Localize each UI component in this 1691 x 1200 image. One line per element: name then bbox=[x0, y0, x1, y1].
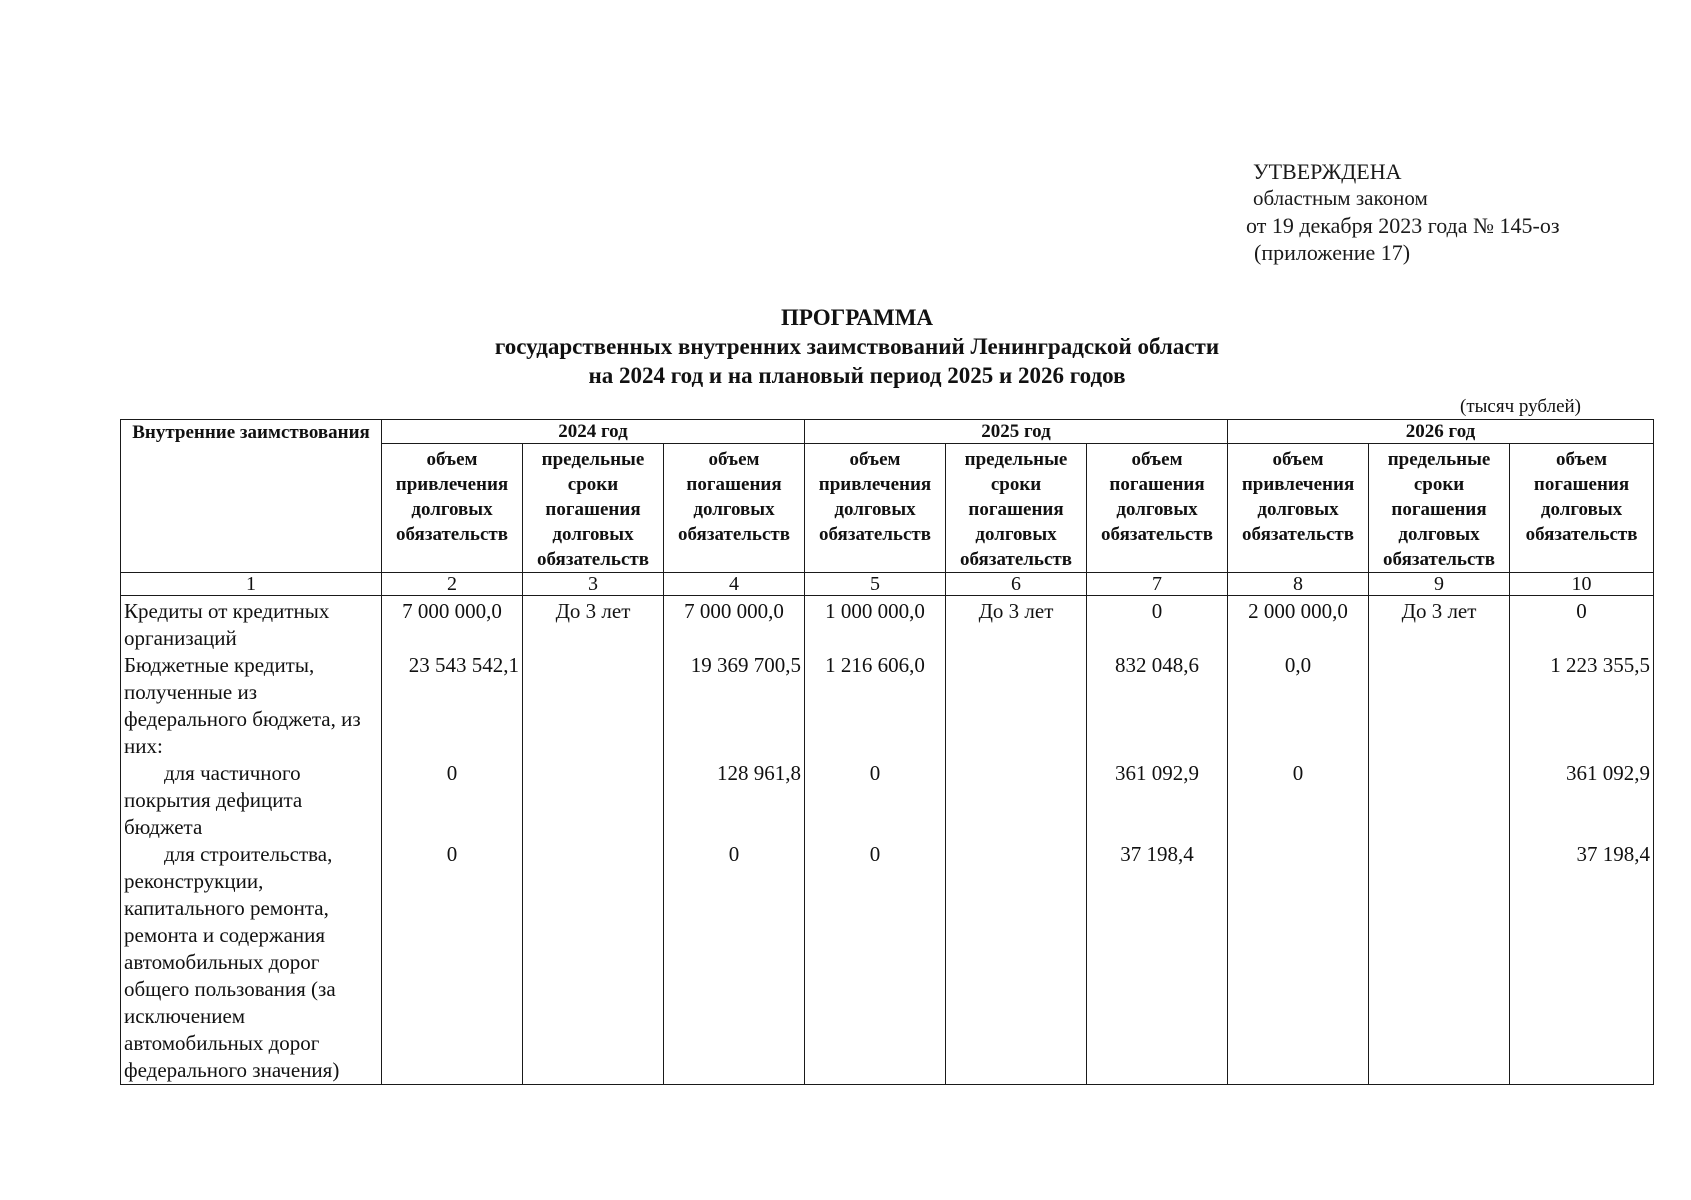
header-2024-attraction: объем привлечения долговых обязательств bbox=[382, 444, 523, 573]
approval-line-approved: УТВЕРЖДЕНА bbox=[1253, 159, 1402, 184]
column-number: 1 bbox=[121, 573, 382, 596]
approval-line-law: областным законом bbox=[1253, 186, 1428, 210]
cell-2025-attraction: 0 bbox=[805, 841, 946, 1085]
cell-2024-attraction: 23 543 542,1 bbox=[382, 652, 523, 760]
header-2025-terms: предельные сроки погашения долговых обязательств bbox=[946, 444, 1087, 573]
cell-2024-attraction: 0 bbox=[382, 841, 523, 1085]
cell-2026-attraction: 0,0 bbox=[1228, 652, 1369, 760]
header-borrowings: Внутренние заимствования bbox=[121, 420, 382, 573]
cell-2024-repayment: 128 961,8 bbox=[664, 760, 805, 841]
header-2024-terms: предельные сроки погашения долговых обязательств bbox=[523, 444, 664, 573]
header-2026-repayment: объем погашения долговых обязательств bbox=[1510, 444, 1654, 573]
approval-line-date: от 19 декабря 2023 года № 145-оз bbox=[1246, 213, 1560, 238]
approval-stamp bbox=[1246, 158, 1560, 266]
cell-2025-repayment: 361 092,9 bbox=[1087, 760, 1228, 841]
header-year-2024: 2024 год bbox=[382, 420, 805, 444]
column-number: 10 bbox=[1510, 573, 1654, 596]
cell-2026-terms bbox=[1369, 652, 1510, 760]
header-2024-repayment: объем погашения долговых обязательств bbox=[664, 444, 805, 573]
row-label: Бюджетные кредиты, полученные из федерального бюджета, из них: bbox=[121, 652, 382, 760]
cell-2025-terms bbox=[946, 841, 1087, 1085]
column-number: 8 bbox=[1228, 573, 1369, 596]
cell-2026-terms: До 3 лет bbox=[1369, 596, 1510, 653]
cell-2024-attraction: 7 000 000,0 bbox=[382, 596, 523, 653]
cell-2026-attraction bbox=[1228, 841, 1369, 1085]
row-label: для строительства, реконструкции, капитального ремонта, ремонта и содержания автомобильных дорог общего пользования (за исключением автомобильных дорог федерального значения) bbox=[124, 842, 340, 1082]
cell-2026-repayment: 0 bbox=[1510, 596, 1654, 653]
title-line-1: ПРОГРАММА bbox=[780, 305, 934, 330]
header-2025-repayment: объем погашения долговых обязательств bbox=[1087, 444, 1228, 573]
cell-2026-attraction: 0 bbox=[1228, 760, 1369, 841]
cell-2026-repayment: 37 198,4 bbox=[1510, 841, 1654, 1085]
cell-2025-repayment: 832 048,6 bbox=[1087, 652, 1228, 760]
column-number: 7 bbox=[1087, 573, 1228, 596]
header-year-2025: 2025 год bbox=[805, 420, 1228, 444]
header-2025-attraction: объем привлечения долговых обязательств bbox=[805, 444, 946, 573]
cell-2025-terms: До 3 лет bbox=[946, 596, 1087, 653]
column-number-row bbox=[121, 573, 1654, 596]
approval-line-appendix: (приложение 17) bbox=[1254, 240, 1411, 265]
cell-2026-attraction: 2 000 000,0 bbox=[1228, 596, 1369, 653]
borrowing-program-table bbox=[120, 419, 1654, 1085]
cell-2026-repayment: 1 223 355,5 bbox=[1510, 652, 1654, 760]
title-line-2: государственных внутренних заимствований Ленинградской области bbox=[494, 334, 1220, 359]
cell-2025-attraction: 1 000 000,0 bbox=[805, 596, 946, 653]
header-row-years bbox=[121, 420, 1654, 444]
cell-2025-terms bbox=[946, 760, 1087, 841]
cell-2024-terms bbox=[523, 760, 664, 841]
header-year-2026: 2026 год bbox=[1228, 420, 1654, 444]
column-number: 3 bbox=[523, 573, 664, 596]
cell-2025-attraction: 1 216 606,0 bbox=[805, 652, 946, 760]
table-row-deficit-coverage bbox=[121, 760, 1654, 841]
row-label: Кредиты от кредитных организаций bbox=[121, 596, 382, 653]
header-2026-terms: предельные сроки погашения долговых обязательств bbox=[1369, 444, 1510, 573]
cell-2026-terms bbox=[1369, 841, 1510, 1085]
column-number: 6 bbox=[946, 573, 1087, 596]
column-number: 5 bbox=[805, 573, 946, 596]
table-row-road-construction bbox=[121, 841, 1654, 1085]
column-number: 4 bbox=[664, 573, 805, 596]
cell-2024-terms: До 3 лет bbox=[523, 596, 664, 653]
cell-2026-terms bbox=[1369, 760, 1510, 841]
cell-2025-attraction: 0 bbox=[805, 760, 946, 841]
cell-2024-terms bbox=[523, 652, 664, 760]
column-number: 2 bbox=[382, 573, 523, 596]
cell-2024-terms bbox=[523, 841, 664, 1085]
column-number: 9 bbox=[1369, 573, 1510, 596]
cell-2024-repayment: 0 bbox=[664, 841, 805, 1085]
cell-2024-attraction: 0 bbox=[382, 760, 523, 841]
cell-2025-terms bbox=[946, 652, 1087, 760]
title-line-3: на 2024 год и на плановый период 2025 и 2026 годов bbox=[588, 363, 1126, 388]
row-label: для частичного покрытия дефицита бюджета bbox=[124, 761, 303, 839]
table-row-bank-credits bbox=[121, 596, 1654, 653]
units-note: (тысяч рублей) bbox=[1460, 396, 1581, 417]
cell-2024-repayment: 7 000 000,0 bbox=[664, 596, 805, 653]
header-2026-attraction: объем привлечения долговых обязательств bbox=[1228, 444, 1369, 573]
cell-2024-repayment: 19 369 700,5 bbox=[664, 652, 805, 760]
cell-2025-repayment: 0 bbox=[1087, 596, 1228, 653]
document-title bbox=[120, 303, 1594, 390]
table-row-budget-credits bbox=[121, 652, 1654, 760]
cell-2026-repayment: 361 092,9 bbox=[1510, 760, 1654, 841]
cell-2025-repayment: 37 198,4 bbox=[1087, 841, 1228, 1085]
